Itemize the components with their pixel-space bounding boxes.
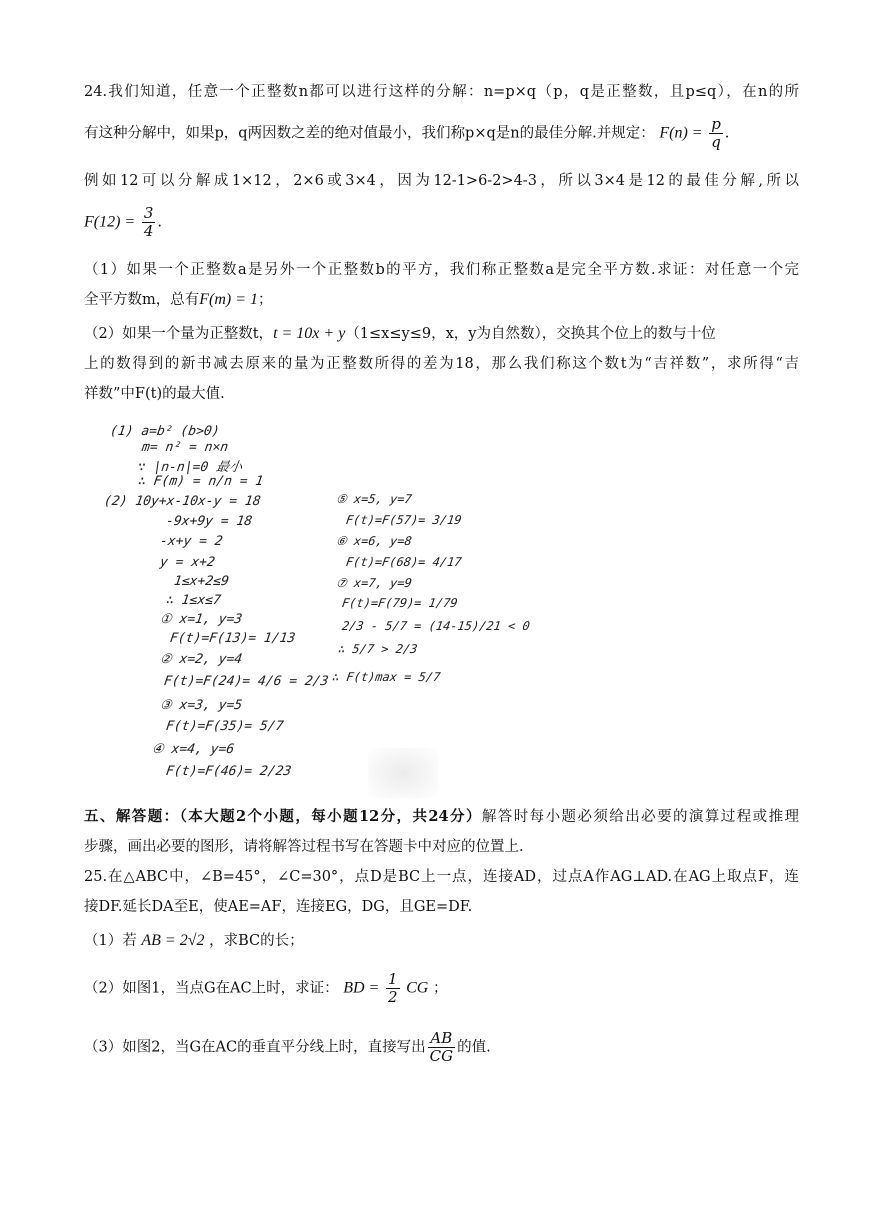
hand-right-line: ⑤ x=5, y=7 xyxy=(335,492,413,506)
q25-part3-denominator: CG xyxy=(429,1047,454,1065)
hand-right-line: F(t)=F(68)= 4/17 xyxy=(345,555,463,569)
hand-left-line: F(t)=F(13)= 1/13 xyxy=(168,631,297,646)
hand-left-line: ④ x=4, y=6 xyxy=(150,742,236,757)
q24-line1: 24.我们知道，任意一个正整数n都可以进行这样的分解：n=p×q（p，q是正整数，且p≤q），在n的所 xyxy=(84,84,799,100)
q25-part3-text: （3）如图2，当G在AC的垂直平分线上时，直接写出 xyxy=(84,1039,426,1056)
hand-left-line: -x+y = 2 xyxy=(158,534,224,549)
q25-part2-numerator: 1 xyxy=(387,970,398,988)
q24-line2 xyxy=(84,116,799,151)
q25-part1 xyxy=(84,931,799,951)
q24-part1-math: F(m) = 1 xyxy=(199,291,259,308)
q24-fn-numerator: p xyxy=(711,115,721,133)
q25-part3-tail: 的值. xyxy=(457,1039,491,1056)
q25-line2: 接DF.延长DA至E，使AE=AF，连接EG，DG，且GE=DF. xyxy=(84,899,473,915)
hand-right-line: ∴ F(t)max = 5/7 xyxy=(331,670,442,684)
q24-fn-denominator: q xyxy=(711,133,721,151)
hand-right-line: F(t)=F(57)= 3/19 xyxy=(345,513,463,527)
q24-f12-lhs: F(12) = xyxy=(84,213,136,231)
hand-left-line: ∴ F(m) = n/n = 1 xyxy=(136,474,265,489)
hand-left-line: ② x=2, y=4 xyxy=(158,652,244,667)
hand-right-line: ∴ 5/7 > 2/3 xyxy=(337,642,419,656)
q25-part1-math: AB = 2√2 xyxy=(141,932,205,949)
hand-right-line: 2/3 - 5/7 = (14-15)/21 < 0 xyxy=(341,619,531,633)
q25-part3 xyxy=(84,1030,799,1065)
q24-part2-line2: 上的数得到的新书减去原来的量为正整数所得的差为18，那么我们称这个数t为“吉祥数”，求所得“吉 xyxy=(84,356,799,372)
q24-part1-line2 xyxy=(84,290,799,310)
q24-part1-line1: （1）如果一个正整数a是另外一个正整数b的平方，我们称正整数a是完全平方数.求证：对任意一个完 xyxy=(84,262,799,278)
q24-line2-text: 有这种分解中，如果p，q两因数之差的绝对值最小，我们称p×q是n的最佳分解.并规定： xyxy=(84,125,655,142)
q24-part1-text: 全平方数m，总有 xyxy=(84,292,200,308)
hand-left-line: ③ x=3, y=5 xyxy=(158,698,244,713)
q24-line3: 例如12可以分解成1×12，2×6或3×4，因为12-1>6-2>4-3，所以3×4是12的最佳分解,所以 xyxy=(84,173,799,189)
q24-line2-tail: . xyxy=(724,125,730,142)
q24-f12-fraction xyxy=(142,205,156,240)
hand-left-line: m= n² = n×n xyxy=(140,440,230,455)
hand-left-line: F(t)=F(24)= 4/6 = 2/3 xyxy=(162,674,330,689)
hand-left-line: F(t)=F(35)= 5/7 xyxy=(164,719,285,734)
hand-left-line: ① x=1, y=3 xyxy=(158,612,244,627)
q24-fn-fraction xyxy=(709,116,723,151)
hand-left-line: (1) a=b² (b>0) xyxy=(108,424,221,439)
q24-line4 xyxy=(84,205,799,240)
q25-part2-denominator: 2 xyxy=(387,988,398,1006)
q24-part2-line3: 祥数”中F(t)的最大值. xyxy=(84,386,225,402)
hand-right-line: ⑥ x=6, y=8 xyxy=(335,534,413,548)
q25-part2-lhs: BD = xyxy=(343,979,380,997)
hand-left-line: 1≤x+2≤9 xyxy=(172,574,230,589)
hand-left-line: F(t)=F(46)= 2/23 xyxy=(164,764,293,779)
q24-part2-text-a: （2）如果一个量为正整数t， xyxy=(84,326,274,342)
hand-right-line: F(t)=F(79)= 1/79 xyxy=(341,596,459,610)
hand-left-line: ∴ 1≤x≤7 xyxy=(164,593,222,608)
q24-part2-text-b: （1≤x≤y≤9，x，y为自然数），交换其个位上的数与十位 xyxy=(345,326,716,342)
q25-part2-rhs: CG xyxy=(406,979,429,997)
q24-fn-lhs: F(n) = xyxy=(659,124,703,142)
q24-line4-tail: . xyxy=(157,214,162,231)
section5-heading: 五、解答题：（本大题2个小题，每小题12分，共24分） xyxy=(84,808,482,825)
q25-part2-tail: ； xyxy=(432,980,448,997)
hand-left-line: (2) 10y+x-10x-y = 18 xyxy=(102,494,262,509)
q24-part2-math: t = 10x + y xyxy=(273,325,346,342)
q25-part3-fraction xyxy=(428,1030,455,1065)
q25-part2-text: （2）如图1，当点G在AC上时，求证： xyxy=(84,980,339,997)
q25-part1-tail: ，求BC的长； xyxy=(209,933,304,949)
scan-smudge xyxy=(368,748,438,798)
q24-f12-numerator: 3 xyxy=(143,204,154,222)
q24-part1-tail: ； xyxy=(258,292,273,308)
q25-part2 xyxy=(84,971,799,1006)
q25-part3-numerator: AB xyxy=(428,1030,455,1048)
q24-part2-line1 xyxy=(84,324,799,344)
hand-left-line: -9x+9y = 18 xyxy=(164,514,254,529)
handwritten-solution xyxy=(100,418,531,800)
q25-part2-fraction xyxy=(386,971,400,1006)
section5-line1 xyxy=(84,807,799,827)
section5-line2: 步骤，画出必要的图形，请将解答过程书写在答题卡中对应的位置上. xyxy=(84,839,524,855)
q25-line1: 25.在△ABC中，∠B=45°，∠C=30°，点D是BC上一点，连接AD，过点A作AG⊥AD.在AG上取点F，连 xyxy=(84,869,799,885)
q25-part1-text: （1）若 xyxy=(84,933,137,949)
section5-heading-tail: 解答时每小题必须给出必要的演算过程或推理 xyxy=(481,809,799,825)
hand-left-line: y = x+2 xyxy=(158,555,216,570)
q24-f12-denominator: 4 xyxy=(143,222,154,240)
hand-right-line: ⑦ x=7, y=9 xyxy=(335,576,413,590)
hand-left-line: ∵ |n-n|=0 最小 xyxy=(136,460,244,475)
